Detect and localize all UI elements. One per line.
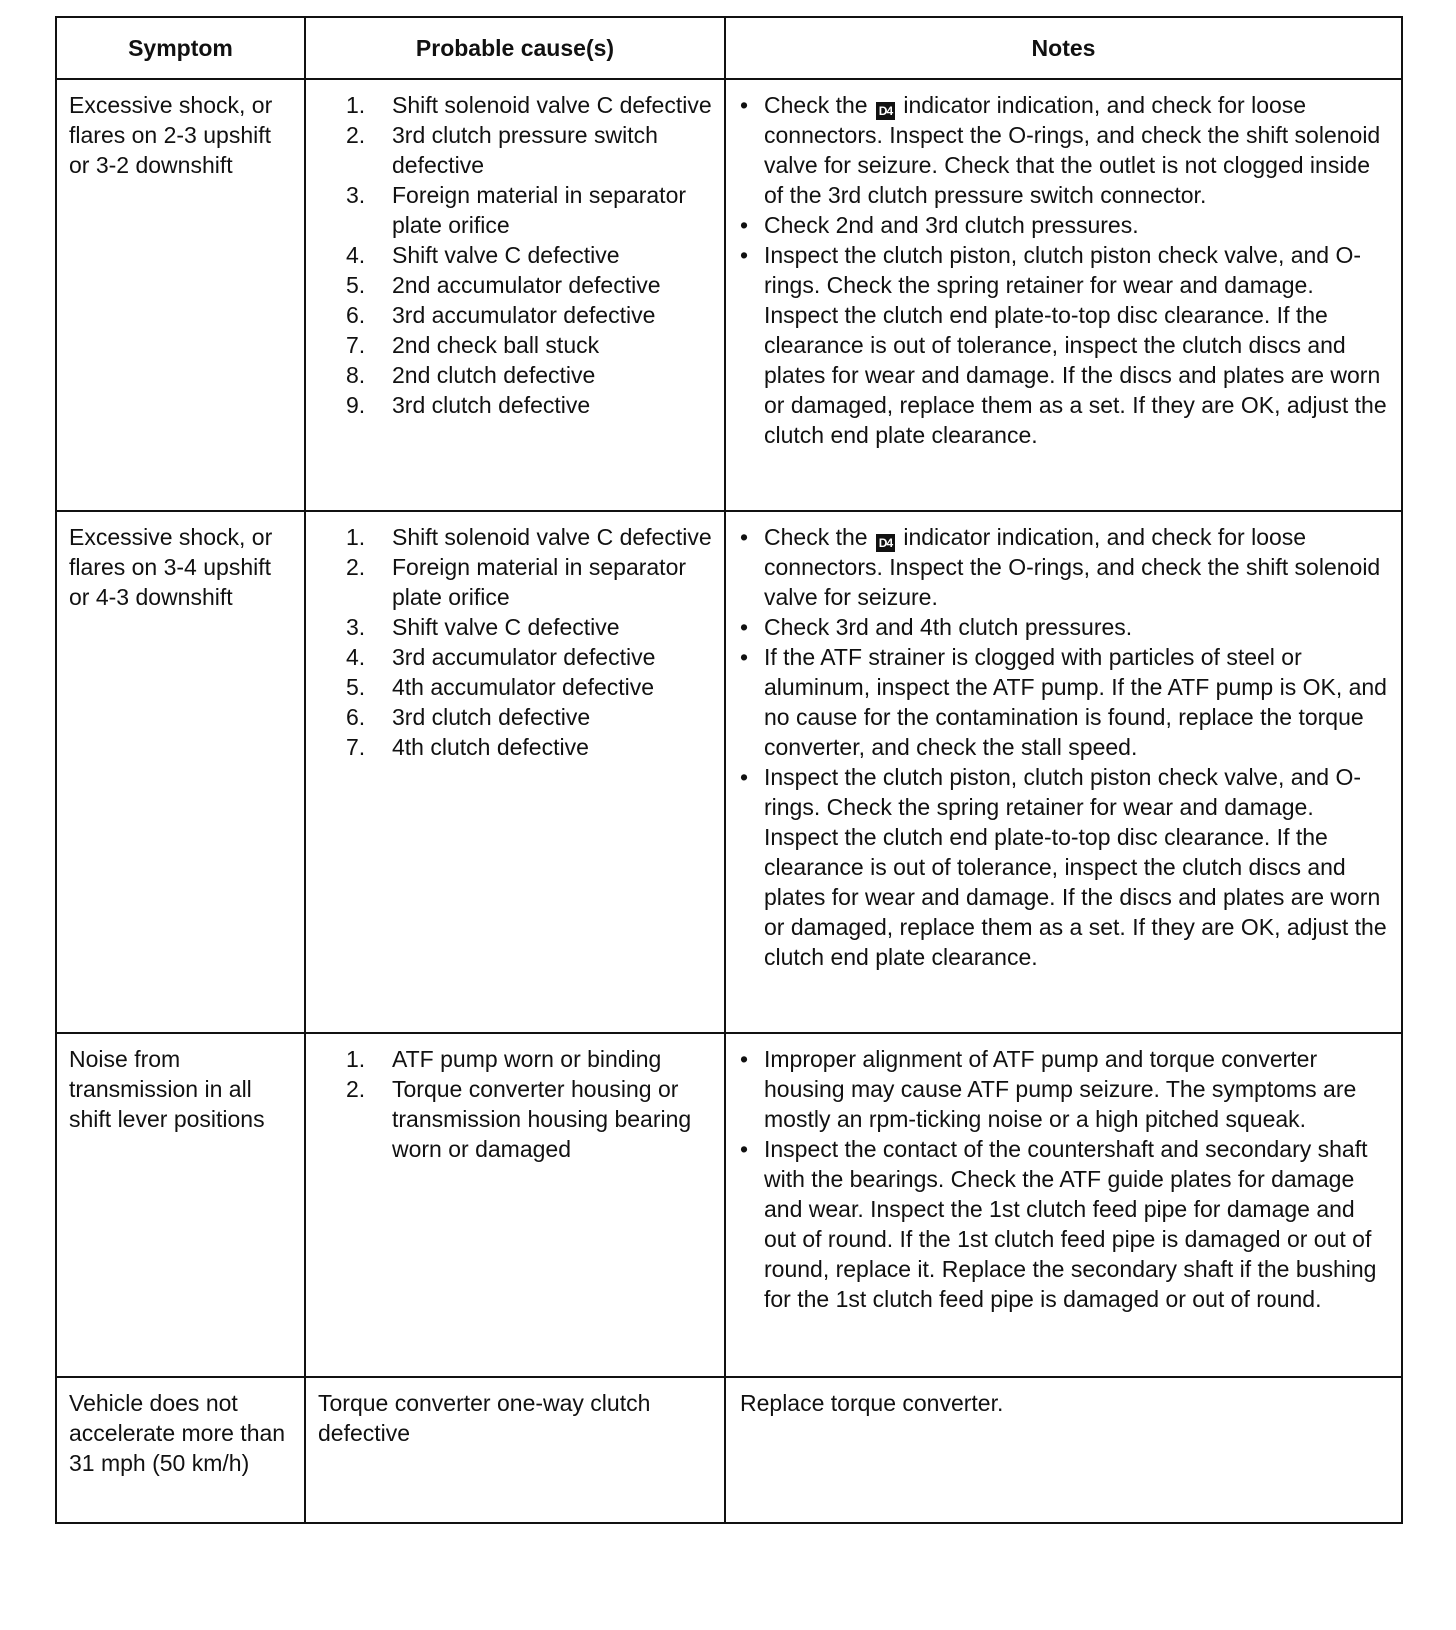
cause-text: Shift valve C defective xyxy=(392,242,620,268)
cause-item xyxy=(346,702,716,732)
cause-text: 3rd accumulator defective xyxy=(392,644,656,670)
cause-number: 3. xyxy=(346,182,366,208)
cause-text: Shift solenoid valve C defective xyxy=(392,92,712,118)
header-causes: Probable cause(s) xyxy=(305,17,725,79)
cause-number: 1. xyxy=(346,92,366,118)
cause-text: 2nd accumulator defective xyxy=(392,272,661,298)
causes-cell xyxy=(305,1033,725,1377)
note-text: Inspect the contact of the countershaft and secondary shaft with the bearings. Check the ATF guide plates for damage and wear. Inspect the 1st clutch feed pipe for damage and out of round. If the 1st clutch feed pipe is damaged or out of round, replace it. Replace the secondary shaft if the bushing for the 1st clutch feed pipe is damaged or out of round. xyxy=(764,1136,1377,1312)
cause-item xyxy=(346,612,716,642)
troubleshooting-table xyxy=(55,16,1403,1524)
table-row xyxy=(56,79,1402,511)
note-item xyxy=(740,240,1387,450)
cause-item xyxy=(346,522,716,552)
note-list xyxy=(740,1044,1387,1314)
causes-cell xyxy=(305,79,725,511)
cause-text: ATF pump worn or binding xyxy=(392,1046,662,1072)
note-text: indicator indication, and check for loose connectors. Inspect the O-rings, and check the shift solenoid valve for seizure. Check that the outlet is not clogged inside of the 3rd clutch pressure switch connector. xyxy=(764,92,1381,208)
bullet: • xyxy=(740,1046,749,1072)
note-text: Check 3rd and 4th clutch pressures. xyxy=(764,614,1133,640)
cause-item xyxy=(346,330,716,360)
symptom-cell: Vehicle does not accelerate more than 31 mph (50 km/h) xyxy=(56,1377,305,1523)
header-row xyxy=(56,17,1402,79)
notes-cell xyxy=(725,79,1402,511)
causes-cell: Torque converter one-way clutch defective xyxy=(305,1377,725,1523)
bullet: • xyxy=(740,92,749,118)
cause-number: 2. xyxy=(346,1076,366,1102)
cause-item xyxy=(346,180,716,240)
cause-item xyxy=(346,732,716,762)
table-row xyxy=(56,1033,1402,1377)
cause-number: 3. xyxy=(346,614,366,640)
bullet: • xyxy=(740,1136,749,1162)
notes-cell xyxy=(725,511,1402,1033)
bullet: • xyxy=(740,242,749,268)
note-item xyxy=(740,1044,1387,1134)
cause-number: 4. xyxy=(346,644,366,670)
cause-text: 3rd clutch pressure switch defective xyxy=(392,122,658,178)
note-text: Improper alignment of ATF pump and torque converter housing may cause ATF pump seizure. The symptoms are mostly an rpm-ticking noise or a high pitched squeak. xyxy=(764,1046,1357,1132)
cause-number: 4. xyxy=(346,242,366,268)
bullet: • xyxy=(740,212,749,238)
cause-number: 2. xyxy=(346,554,366,580)
cause-text: 3rd accumulator defective xyxy=(392,302,656,328)
cause-number: 5. xyxy=(346,674,366,700)
symptom-cell: Noise from transmission in all shift lever positions xyxy=(56,1033,305,1377)
note-prefix: Check the xyxy=(764,524,868,550)
symptom-cell: Excessive shock, or flares on 3-4 upshift or 4-3 downshift xyxy=(56,511,305,1033)
bullet: • xyxy=(740,764,749,790)
note-item xyxy=(740,762,1387,972)
note-item xyxy=(740,210,1387,240)
cause-number: 9. xyxy=(346,392,366,418)
cause-number: 2. xyxy=(346,122,366,148)
symptom-cell: Excessive shock, or flares on 2-3 upshift or 3-2 downshift xyxy=(56,79,305,511)
note-prefix: Check the xyxy=(764,92,868,118)
cause-item xyxy=(346,90,716,120)
cause-item xyxy=(346,1044,716,1074)
cause-text: Foreign material in separator plate orifice xyxy=(392,182,687,238)
header-notes: Notes xyxy=(725,17,1402,79)
bullet: • xyxy=(740,524,749,550)
cause-number: 7. xyxy=(346,734,366,760)
cause-item xyxy=(346,120,716,180)
cause-item xyxy=(346,552,716,612)
cause-item xyxy=(346,642,716,672)
cause-number: 8. xyxy=(346,362,366,388)
cause-item xyxy=(346,1074,716,1164)
cause-text: 2nd clutch defective xyxy=(392,362,596,388)
d4-indicator-icon: D4 xyxy=(876,534,895,552)
cause-text: 4th clutch defective xyxy=(392,734,589,760)
cause-text: 4th accumulator defective xyxy=(392,674,655,700)
note-text: Inspect the clutch piston, clutch piston check valve, and O-rings. Check the spring retainer for wear and damage. Inspect the clutch end plate-to-top disc clearance. If the clearance is out of tolerance, inspect the clutch discs and plates for wear and damage. If the discs and plates are worn or damaged, replace them as a set. If they are OK, adjust the clutch end plate clearance. xyxy=(764,764,1387,970)
cause-item xyxy=(346,672,716,702)
note-item xyxy=(740,522,1387,612)
cause-text: 3rd clutch defective xyxy=(392,392,591,418)
note-item xyxy=(740,1134,1387,1314)
note-text: If the ATF strainer is clogged with particles of steel or aluminum, inspect the ATF pump. If the ATF pump is OK, and no cause for the contamination is found, replace the torque converter, and check the stall speed. xyxy=(764,644,1387,760)
notes-cell: Replace torque converter. xyxy=(725,1377,1402,1523)
causes-cell xyxy=(305,511,725,1033)
cause-number: 6. xyxy=(346,302,366,328)
note-list xyxy=(740,522,1387,972)
cause-text: 3rd clutch defective xyxy=(392,704,591,730)
note-item xyxy=(740,642,1387,762)
table-row xyxy=(56,511,1402,1033)
cause-number: 6. xyxy=(346,704,366,730)
cause-item xyxy=(346,270,716,300)
table-row xyxy=(56,1377,1402,1523)
cause-text: Foreign material in separator plate orifice xyxy=(392,554,687,610)
cause-number: 1. xyxy=(346,524,366,550)
cause-text: 2nd check ball stuck xyxy=(392,332,600,358)
note-text: Check 2nd and 3rd clutch pressures. xyxy=(764,212,1139,238)
header-symptom: Symptom xyxy=(56,17,305,79)
note-text: Inspect the clutch piston, clutch piston check valve, and O-rings. Check the spring retainer for wear and damage. Inspect the clutch end plate-to-top disc clearance. If the clearance is out of tolerance, inspect the clutch discs and plates for wear and damage. If the discs and plates are worn or damaged, replace them as a set. If they are OK, adjust the clutch end plate clearance. xyxy=(764,242,1387,448)
cause-list xyxy=(346,1044,716,1164)
cause-text: Torque converter housing or transmission housing bearing worn or damaged xyxy=(392,1076,692,1162)
notes-cell xyxy=(725,1033,1402,1377)
cause-item xyxy=(346,360,716,390)
cause-text: Shift valve C defective xyxy=(392,614,620,640)
cause-number: 5. xyxy=(346,272,366,298)
d4-indicator-icon: D4 xyxy=(876,102,895,120)
cause-item xyxy=(346,300,716,330)
note-item xyxy=(740,612,1387,642)
note-list xyxy=(740,90,1387,450)
note-text: indicator indication, and check for loose connectors. Inspect the O-rings, and check the shift solenoid valve for seizure. xyxy=(764,524,1381,610)
cause-number: 7. xyxy=(346,332,366,358)
cause-list xyxy=(346,90,716,420)
cause-item xyxy=(346,390,716,420)
bullet: • xyxy=(740,614,749,640)
cause-item xyxy=(346,240,716,270)
cause-list xyxy=(346,522,716,762)
bullet: • xyxy=(740,644,749,670)
cause-number: 1. xyxy=(346,1046,366,1072)
note-item xyxy=(740,90,1387,210)
cause-text: Shift solenoid valve C defective xyxy=(392,524,712,550)
